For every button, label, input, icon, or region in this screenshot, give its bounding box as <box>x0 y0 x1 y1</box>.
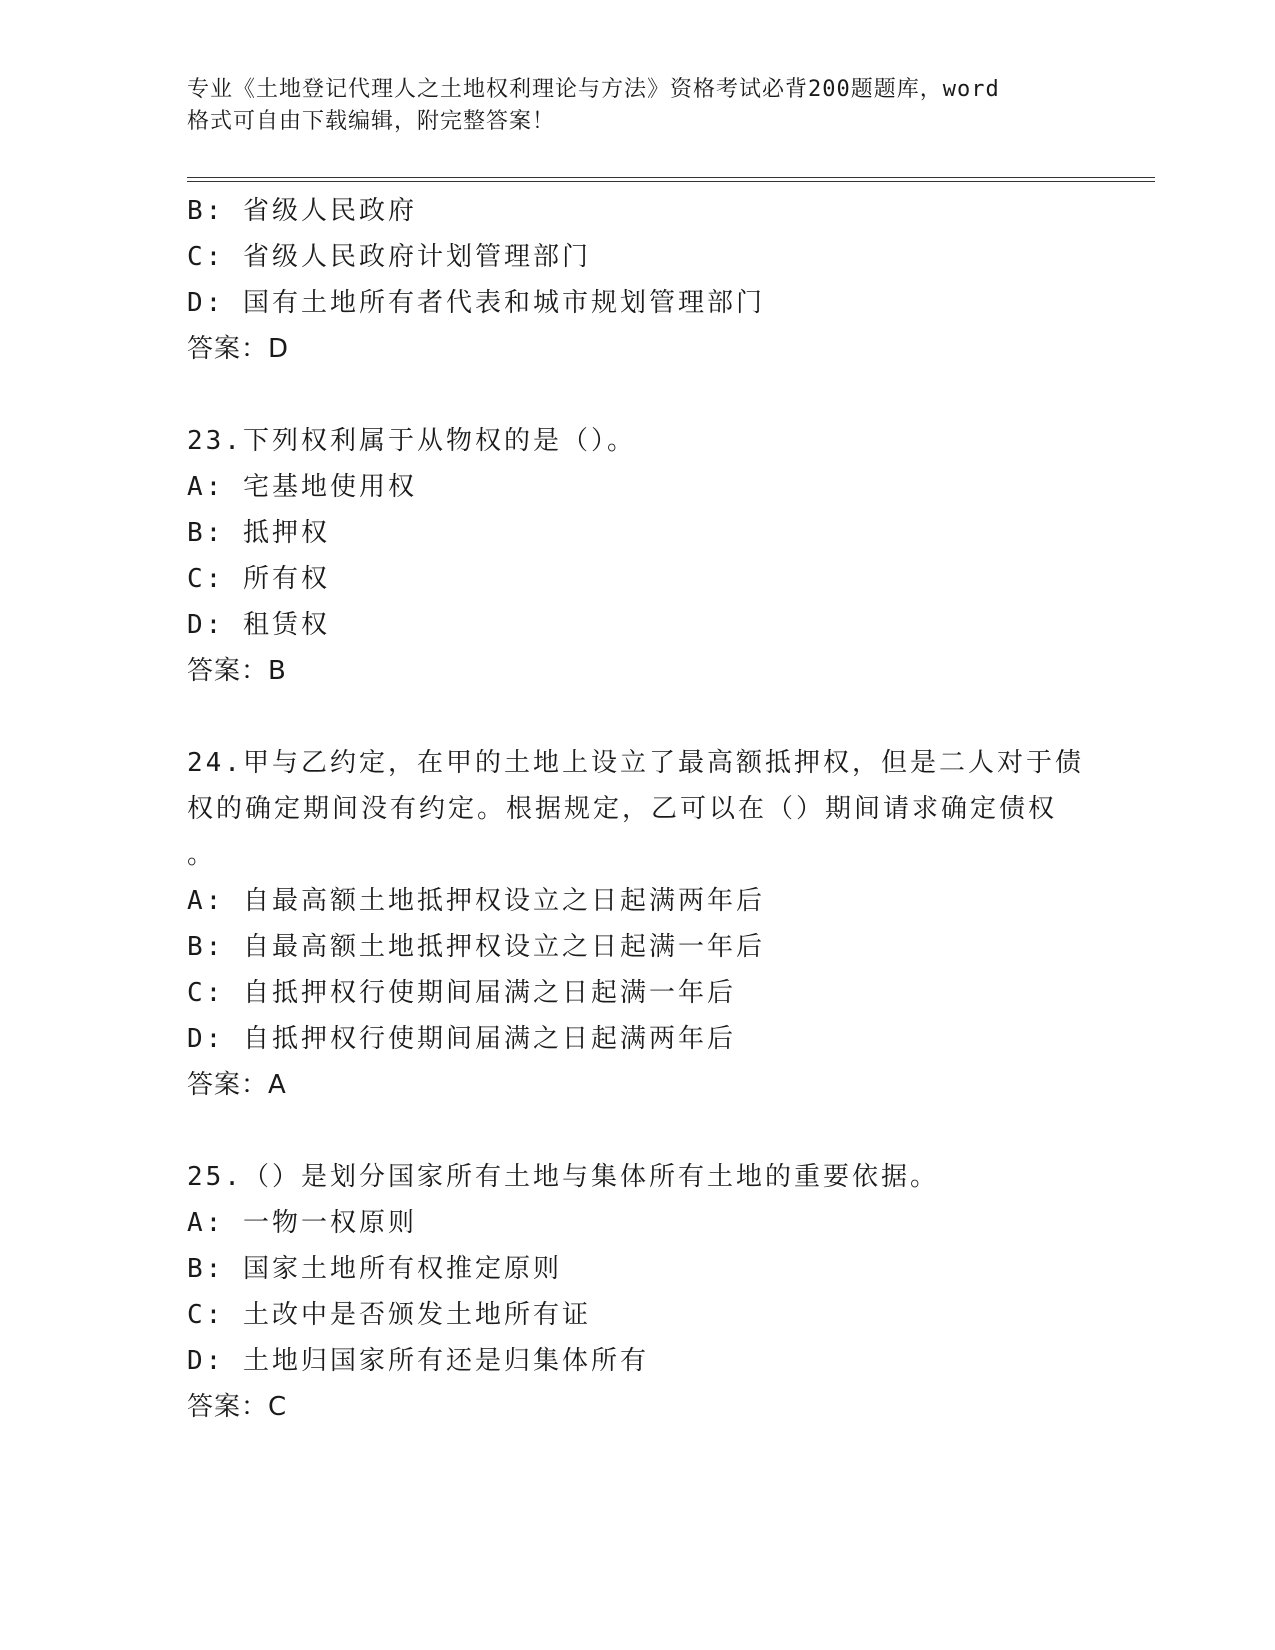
option-d: D: 租赁权 <box>187 610 330 640</box>
question-stem: 25.（）是划分国家所有土地与集体所有土地的重要依据。 <box>187 1162 939 1192</box>
option-b: B: 自最高额土地抵押权设立之日起满一年后 <box>187 932 765 962</box>
header-line-2: 格式可自由下载编辑，附完整答案！ <box>187 109 556 134</box>
question-23 <box>187 418 1087 694</box>
question-stem: 23.下列权利属于从物权的是（）。 <box>187 426 636 456</box>
question-stem-line-3: 。 <box>187 840 217 870</box>
option-a: A: 自最高额土地抵押权设立之日起满两年后 <box>187 886 765 916</box>
header-rule-top <box>187 177 1155 178</box>
header-rule-bottom <box>187 181 1155 182</box>
option-d: D: 自抵押权行使期间届满之日起满两年后 <box>187 1024 736 1054</box>
option-c: C: 省级人民政府计划管理部门 <box>187 242 591 272</box>
option-c: C: 土改中是否颁发土地所有证 <box>187 1300 591 1330</box>
question-22-continued <box>187 188 1087 372</box>
option-d: D: 国有土地所有者代表和城市规划管理部门 <box>187 288 765 318</box>
option-b: B: 省级人民政府 <box>187 196 417 226</box>
answer-line: 答案：A <box>187 1070 287 1100</box>
option-a: A: 一物一权原则 <box>187 1208 417 1238</box>
document-header <box>187 74 1087 138</box>
question-stem-line-1: 24.甲与乙约定，在甲的土地上设立了最高额抵押权，但是二人对于债 <box>187 748 1084 778</box>
option-d: D: 土地归国家所有还是归集体所有 <box>187 1346 649 1376</box>
question-stem-line-2: 权的确定期间没有约定。根据规定，乙可以在（）期间请求确定债权 <box>187 794 1058 824</box>
option-c: C: 自抵押权行使期间届满之日起满一年后 <box>187 978 736 1008</box>
spacer <box>187 372 1087 418</box>
spacer <box>187 694 1087 740</box>
header-line-1: 专业《土地登记代理人之土地权利理论与方法》资格考试必背200题题库，word <box>187 77 1000 102</box>
answer-line: 答案：B <box>187 656 287 686</box>
question-24 <box>187 740 1087 1108</box>
answer-line: 答案：C <box>187 1392 288 1422</box>
option-c: C: 所有权 <box>187 564 330 594</box>
option-a: A: 宅基地使用权 <box>187 472 417 502</box>
answer-line: 答案：D <box>187 334 290 364</box>
question-25 <box>187 1154 1087 1430</box>
question-list <box>187 188 1087 1430</box>
option-b: B: 抵押权 <box>187 518 330 548</box>
option-b: B: 国家土地所有权推定原则 <box>187 1254 562 1284</box>
spacer <box>187 1108 1087 1154</box>
